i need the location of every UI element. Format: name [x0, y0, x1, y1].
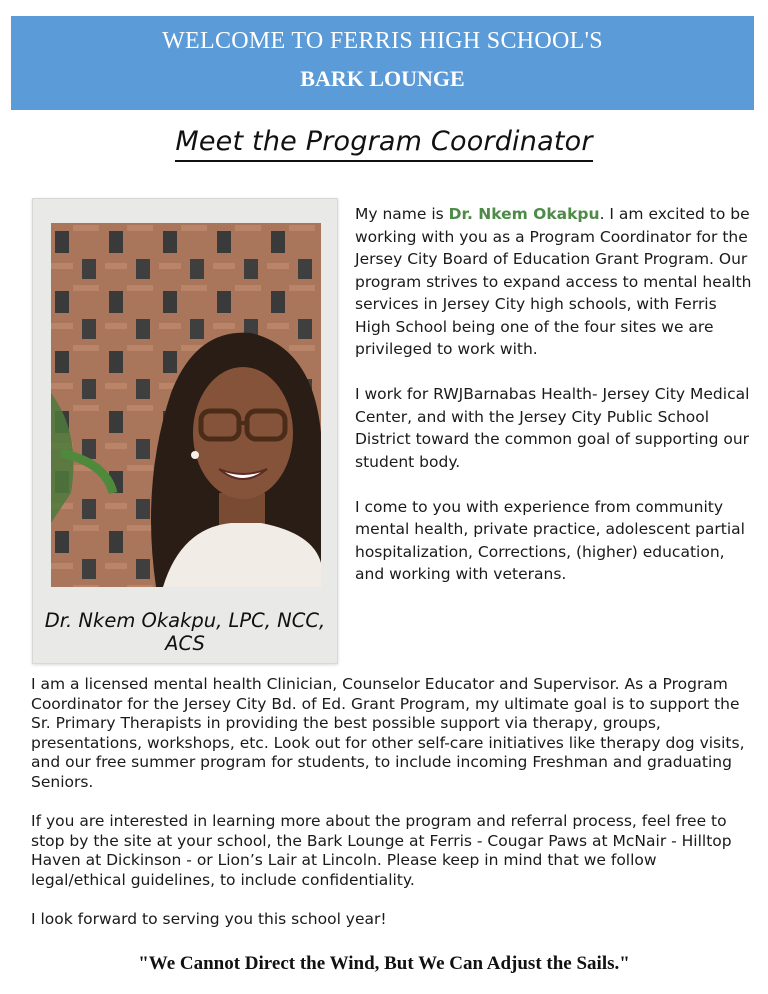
section-heading-text: Meet the Program Coordinator	[175, 126, 592, 162]
body-paragraph-1: I am a licensed mental health Clinician, Counselor Educator and Supervisor. As a Program Coordinator for the Jersey City Bd. of Ed. Grant Program, my ultimate goal is to support the Sr. Primary Therapists in providing the best possible support via therapy, groups, presentations, workshops, etc. Look out for other self-care initiatives like therapy dog visits, and our free summer program for students, to include incoming Freshman and graduating Seniors.	[31, 675, 745, 791]
body-paragraph-2: If you are interested in learning more about the program and referral process, feel free to stop by the site at your school, the Bark Lounge at Ferris - Cougar Paws at McNair - Hilltop Haven at Dickinson - or Lion’s Lair at Lincoln. Please keep in mind that we follow legal/ethical guidelines, to include confidentiality.	[31, 812, 732, 889]
intro-paragraph-3: I come to you with experience from community mental health, private practice, adolescent partial hospitalization, Corrections, (higher) education, and working with veterans.	[355, 497, 745, 583]
body-paragraph-3: I look forward to serving you this school year!	[31, 910, 387, 929]
coordinator-name: Dr. Nkem Okakpu	[448, 205, 600, 223]
coordinator-photo	[51, 223, 321, 587]
banner-title: WELCOME TO FERRIS HIGH SCHOOL'S	[162, 28, 603, 54]
banner-subtitle: BARK LOUNGE	[300, 66, 465, 91]
welcome-banner	[11, 16, 754, 110]
section-heading	[0, 126, 768, 157]
intro-text	[355, 203, 755, 608]
intro-prefix: My name is	[355, 205, 449, 223]
photo-caption: Dr. Nkem Okakpu, LPC, NCC, ACS	[44, 609, 326, 655]
polaroid-frame	[32, 198, 338, 664]
intro-suffix: . I am excited to be working with you as a Program Coordinator for the Jersey City Board of Education Grant Program. Our program strives to expand access to mental health services in Jersey City high schools, with Ferris High School being one of the four sites we are privileged to work with.	[355, 205, 752, 358]
portrait-illustration	[51, 223, 321, 587]
intro-paragraph-1	[355, 203, 755, 361]
intro-paragraph-2: I work for RWJBarnabas Health- Jersey City Medical Center, and with the Jersey City Public School District toward the common goal of supporting our student body.	[355, 385, 750, 471]
body-text	[31, 675, 746, 949]
closing-quote: "We Cannot Direct the Wind, But We Can Adjust the Sails."	[138, 953, 630, 974]
